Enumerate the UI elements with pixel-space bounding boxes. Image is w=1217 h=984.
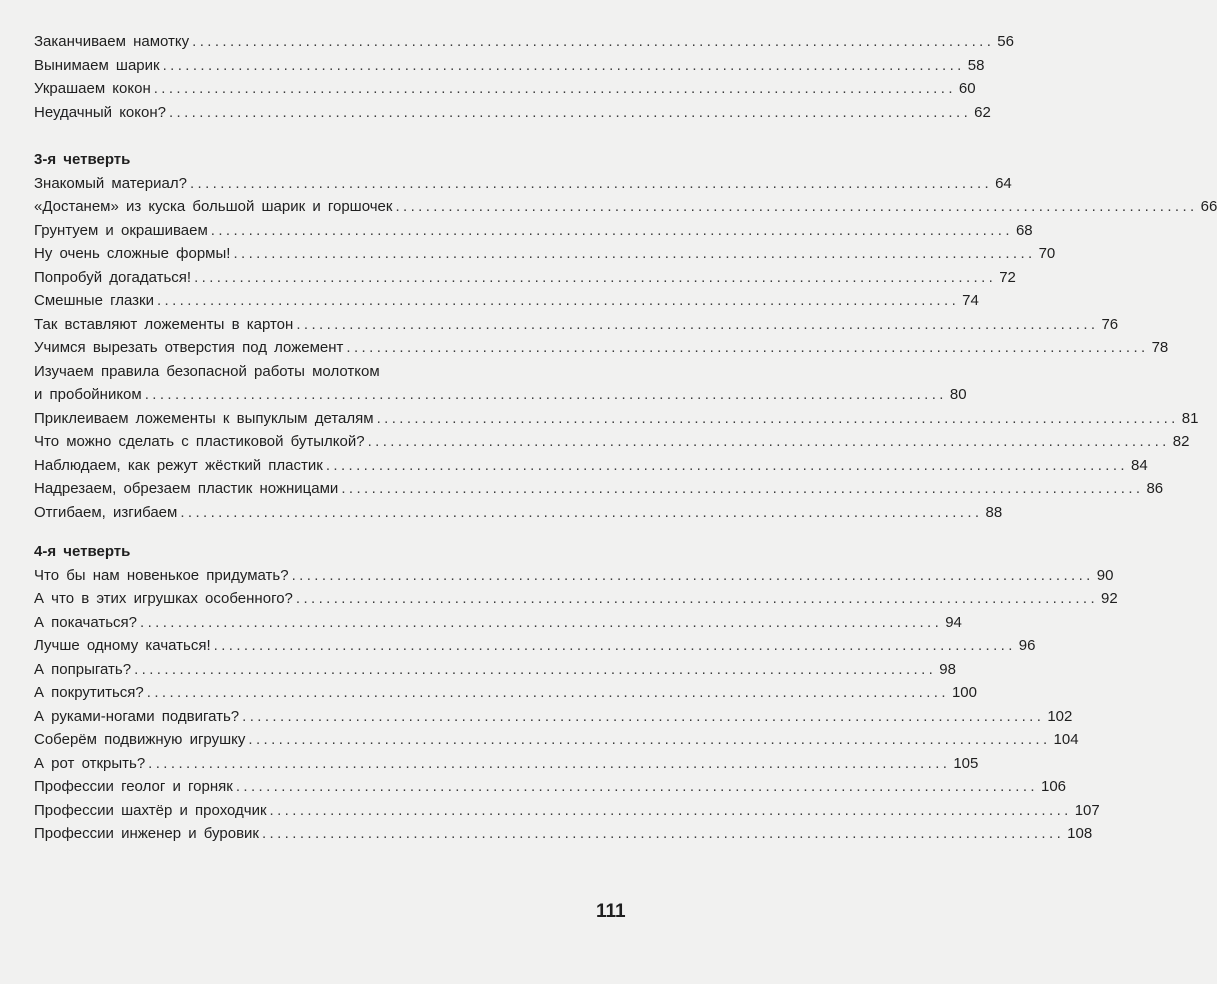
toc-entry (34, 242, 1056, 266)
toc-entry (34, 360, 967, 407)
toc-entry-page: 70 (1038, 245, 1056, 262)
toc-entry-title: Неудачный кокон? (34, 103, 166, 121)
toc-entry-title: Соберём подвижную игрушку (34, 731, 246, 748)
toc-entry-title: Лучше одному качаться! (34, 637, 211, 654)
toc-entry (34, 705, 1073, 729)
leader-dots: .......................................................................................................... (296, 315, 1099, 333)
toc-entry-page: 66 (1200, 198, 1217, 215)
toc-entry-page: 90 (1096, 566, 1114, 584)
leader-dots: .......................................................................................................... (148, 754, 951, 772)
toc-entry-title: Что можно сделать с пластиковой бутылкой? (34, 433, 365, 450)
leader-dots: .......................................................................................................... (213, 637, 1016, 654)
toc-entry-page: 105 (953, 754, 979, 772)
toc-entry-title: Приклеиваем ложементы к выпуклым деталям (34, 409, 374, 427)
toc-entry (34, 501, 1003, 525)
leader-dots: .......................................................................................................... (367, 433, 1170, 450)
toc-section-q4 (34, 540, 1118, 846)
leader-dots: .......................................................................................................... (180, 503, 983, 521)
toc-entry-title: А что в этих игрушках особенного? (34, 590, 293, 607)
toc-entry (34, 30, 1014, 54)
toc-entry (34, 587, 1118, 611)
leader-dots: .......................................................................................................... (269, 801, 1072, 819)
toc-entry-title: Так вставляют ложементы в картон (34, 315, 294, 333)
toc-entry (34, 266, 1016, 290)
toc-entry-page: 98 (939, 660, 956, 678)
toc-entry-page: 88 (985, 503, 1003, 521)
toc-entry-page: 94 (945, 613, 962, 631)
toc-entry (34, 289, 979, 313)
toc-entry-page: 62 (974, 103, 991, 121)
leader-dots: .......................................................................................................... (325, 456, 1128, 474)
toc-entry-page: 82 (1172, 433, 1190, 450)
page-number: 111 (596, 901, 626, 922)
toc-entry-page: 102 (1047, 707, 1073, 725)
toc-entry-title: Отгибаем, изгибаем (34, 503, 178, 521)
toc-entry-page: 56 (997, 33, 1014, 50)
toc-entry-page: 80 (949, 386, 967, 403)
toc-entry-title-continued: и пробойником (34, 386, 142, 403)
toc-entry-page: 58 (967, 56, 985, 74)
leader-dots: .......................................................................................................... (140, 613, 943, 631)
toc-entry (34, 195, 1217, 219)
leader-dots: .......................................................................................................... (156, 292, 960, 309)
toc-entry-title: Что бы нам новенькое придумать? (34, 566, 289, 584)
leader-dots: .......................................................................................................... (144, 386, 947, 403)
toc-entry-title: Учимся вырезать отверстия под ложемент (34, 339, 344, 356)
toc-entry (34, 634, 1036, 658)
toc-entry (34, 477, 1164, 501)
toc-entry (34, 681, 977, 705)
section-heading: 4-я четверть (34, 543, 131, 560)
toc-entry (34, 77, 976, 101)
leader-dots: .......................................................................................................... (235, 778, 1038, 795)
toc-entry-title: Грунтуем и окрашиваем (34, 221, 208, 239)
toc-entry-page: 84 (1131, 456, 1148, 474)
toc-entry (34, 611, 962, 635)
toc-entry (34, 313, 1119, 337)
leader-dots: .......................................................................................................... (134, 660, 937, 678)
toc-entry (34, 775, 1067, 799)
toc-entry (34, 101, 991, 125)
toc-entry-page: 68 (1015, 221, 1033, 239)
toc-section-q3 (34, 148, 1217, 524)
toc-entry-title: А рот открыть? (34, 754, 146, 772)
section-heading: 3-я четверть (34, 151, 131, 168)
toc-entry-title: Профессии инженер и буровик (34, 825, 259, 842)
toc-entry-page: 76 (1101, 315, 1119, 333)
toc-entry (34, 172, 1012, 196)
toc-entry (34, 407, 1199, 431)
toc-entry-page: 81 (1181, 409, 1199, 427)
toc-entry-page: 92 (1101, 590, 1118, 607)
toc-entry-title: Профессии шахтёр и проходчик (34, 801, 267, 819)
toc-entry-page: 104 (1053, 731, 1079, 748)
leader-dots: .......................................................................................................... (146, 684, 949, 701)
toc-entry (34, 219, 1033, 243)
toc-entry (34, 564, 1114, 588)
leader-dots: .......................................................................................................... (261, 825, 1065, 842)
toc-entry (34, 658, 956, 682)
toc-entry-page: 108 (1067, 825, 1093, 842)
toc-entry-title: Вынимаем шарик (34, 56, 160, 74)
toc-entry (34, 336, 1169, 360)
toc-entry-title: Знакомый материал? (34, 174, 187, 192)
toc-entry (34, 430, 1190, 454)
toc-entry-page: 86 (1146, 480, 1164, 497)
toc-entry (34, 454, 1148, 478)
leader-dots: .......................................................................................................... (189, 174, 993, 192)
toc-section-continued (34, 30, 1014, 124)
leader-dots: .......................................................................................................... (168, 103, 972, 121)
leader-dots: .......................................................................................................... (346, 339, 1149, 356)
leader-dots: .......................................................................................................... (295, 590, 1099, 607)
leader-dots: .......................................................................................................... (395, 198, 1198, 215)
toc-entry-page: 60 (958, 80, 976, 97)
leader-dots: .......................................................................................................... (233, 245, 1036, 262)
leader-dots: .......................................................................................................... (210, 221, 1013, 239)
leader-dots: .......................................................................................................... (192, 33, 995, 50)
toc-entry-title: Попробуй догадаться! (34, 268, 192, 286)
toc-entry (34, 728, 1079, 752)
toc-entry-title: Изучаем правила безопасной работы молотком (34, 362, 380, 380)
toc-entry-title: Наблюдаем, как режут жёсткий пластик (34, 456, 323, 474)
toc-entry-page: 78 (1151, 339, 1169, 356)
toc-entry-title: «Достанем» из куска большой шарик и горшочек (34, 198, 393, 215)
toc-entry-title: Ну очень сложные формы! (34, 245, 231, 262)
toc-entry-title: А руками-ногами подвигать? (34, 707, 240, 725)
toc-entry-page: 96 (1018, 637, 1036, 654)
toc-entry-title: Заканчиваем намотку (34, 33, 190, 50)
toc-entry (34, 752, 979, 776)
toc-entry-page: 74 (962, 292, 979, 309)
toc-entry-page: 106 (1040, 778, 1067, 795)
toc-entry-title: Профессии геолог и горняк (34, 778, 233, 795)
toc-entry-page: 72 (999, 268, 1016, 286)
toc-entry (34, 799, 1100, 823)
toc-entry-title: Надрезаем, обрезаем пластик ножницами (34, 480, 339, 497)
toc-entry (34, 54, 985, 78)
leader-dots: .......................................................................................................... (291, 566, 1094, 584)
toc-entry-title: А попрыгать? (34, 660, 132, 678)
toc-entry-title: Смешные глазки (34, 292, 154, 309)
leader-dots: .......................................................................................................... (341, 480, 1144, 497)
toc-entry (34, 822, 1093, 846)
leader-dots: .......................................................................................................... (376, 409, 1179, 427)
leader-dots: .......................................................................................................... (248, 731, 1051, 748)
toc-entry-page: 64 (995, 174, 1012, 192)
toc-entry-page: 107 (1074, 801, 1100, 819)
leader-dots: .......................................................................................................... (194, 268, 997, 286)
toc-entry-title: А покачаться? (34, 613, 138, 631)
toc-entry-title: А покрутиться? (34, 684, 144, 701)
toc-entry-title: Украшаем кокон (34, 80, 151, 97)
toc-entry-page: 100 (951, 684, 977, 701)
leader-dots: .......................................................................................................... (242, 707, 1045, 725)
leader-dots: .......................................................................................................... (162, 56, 965, 74)
leader-dots: .......................................................................................................... (153, 80, 956, 97)
